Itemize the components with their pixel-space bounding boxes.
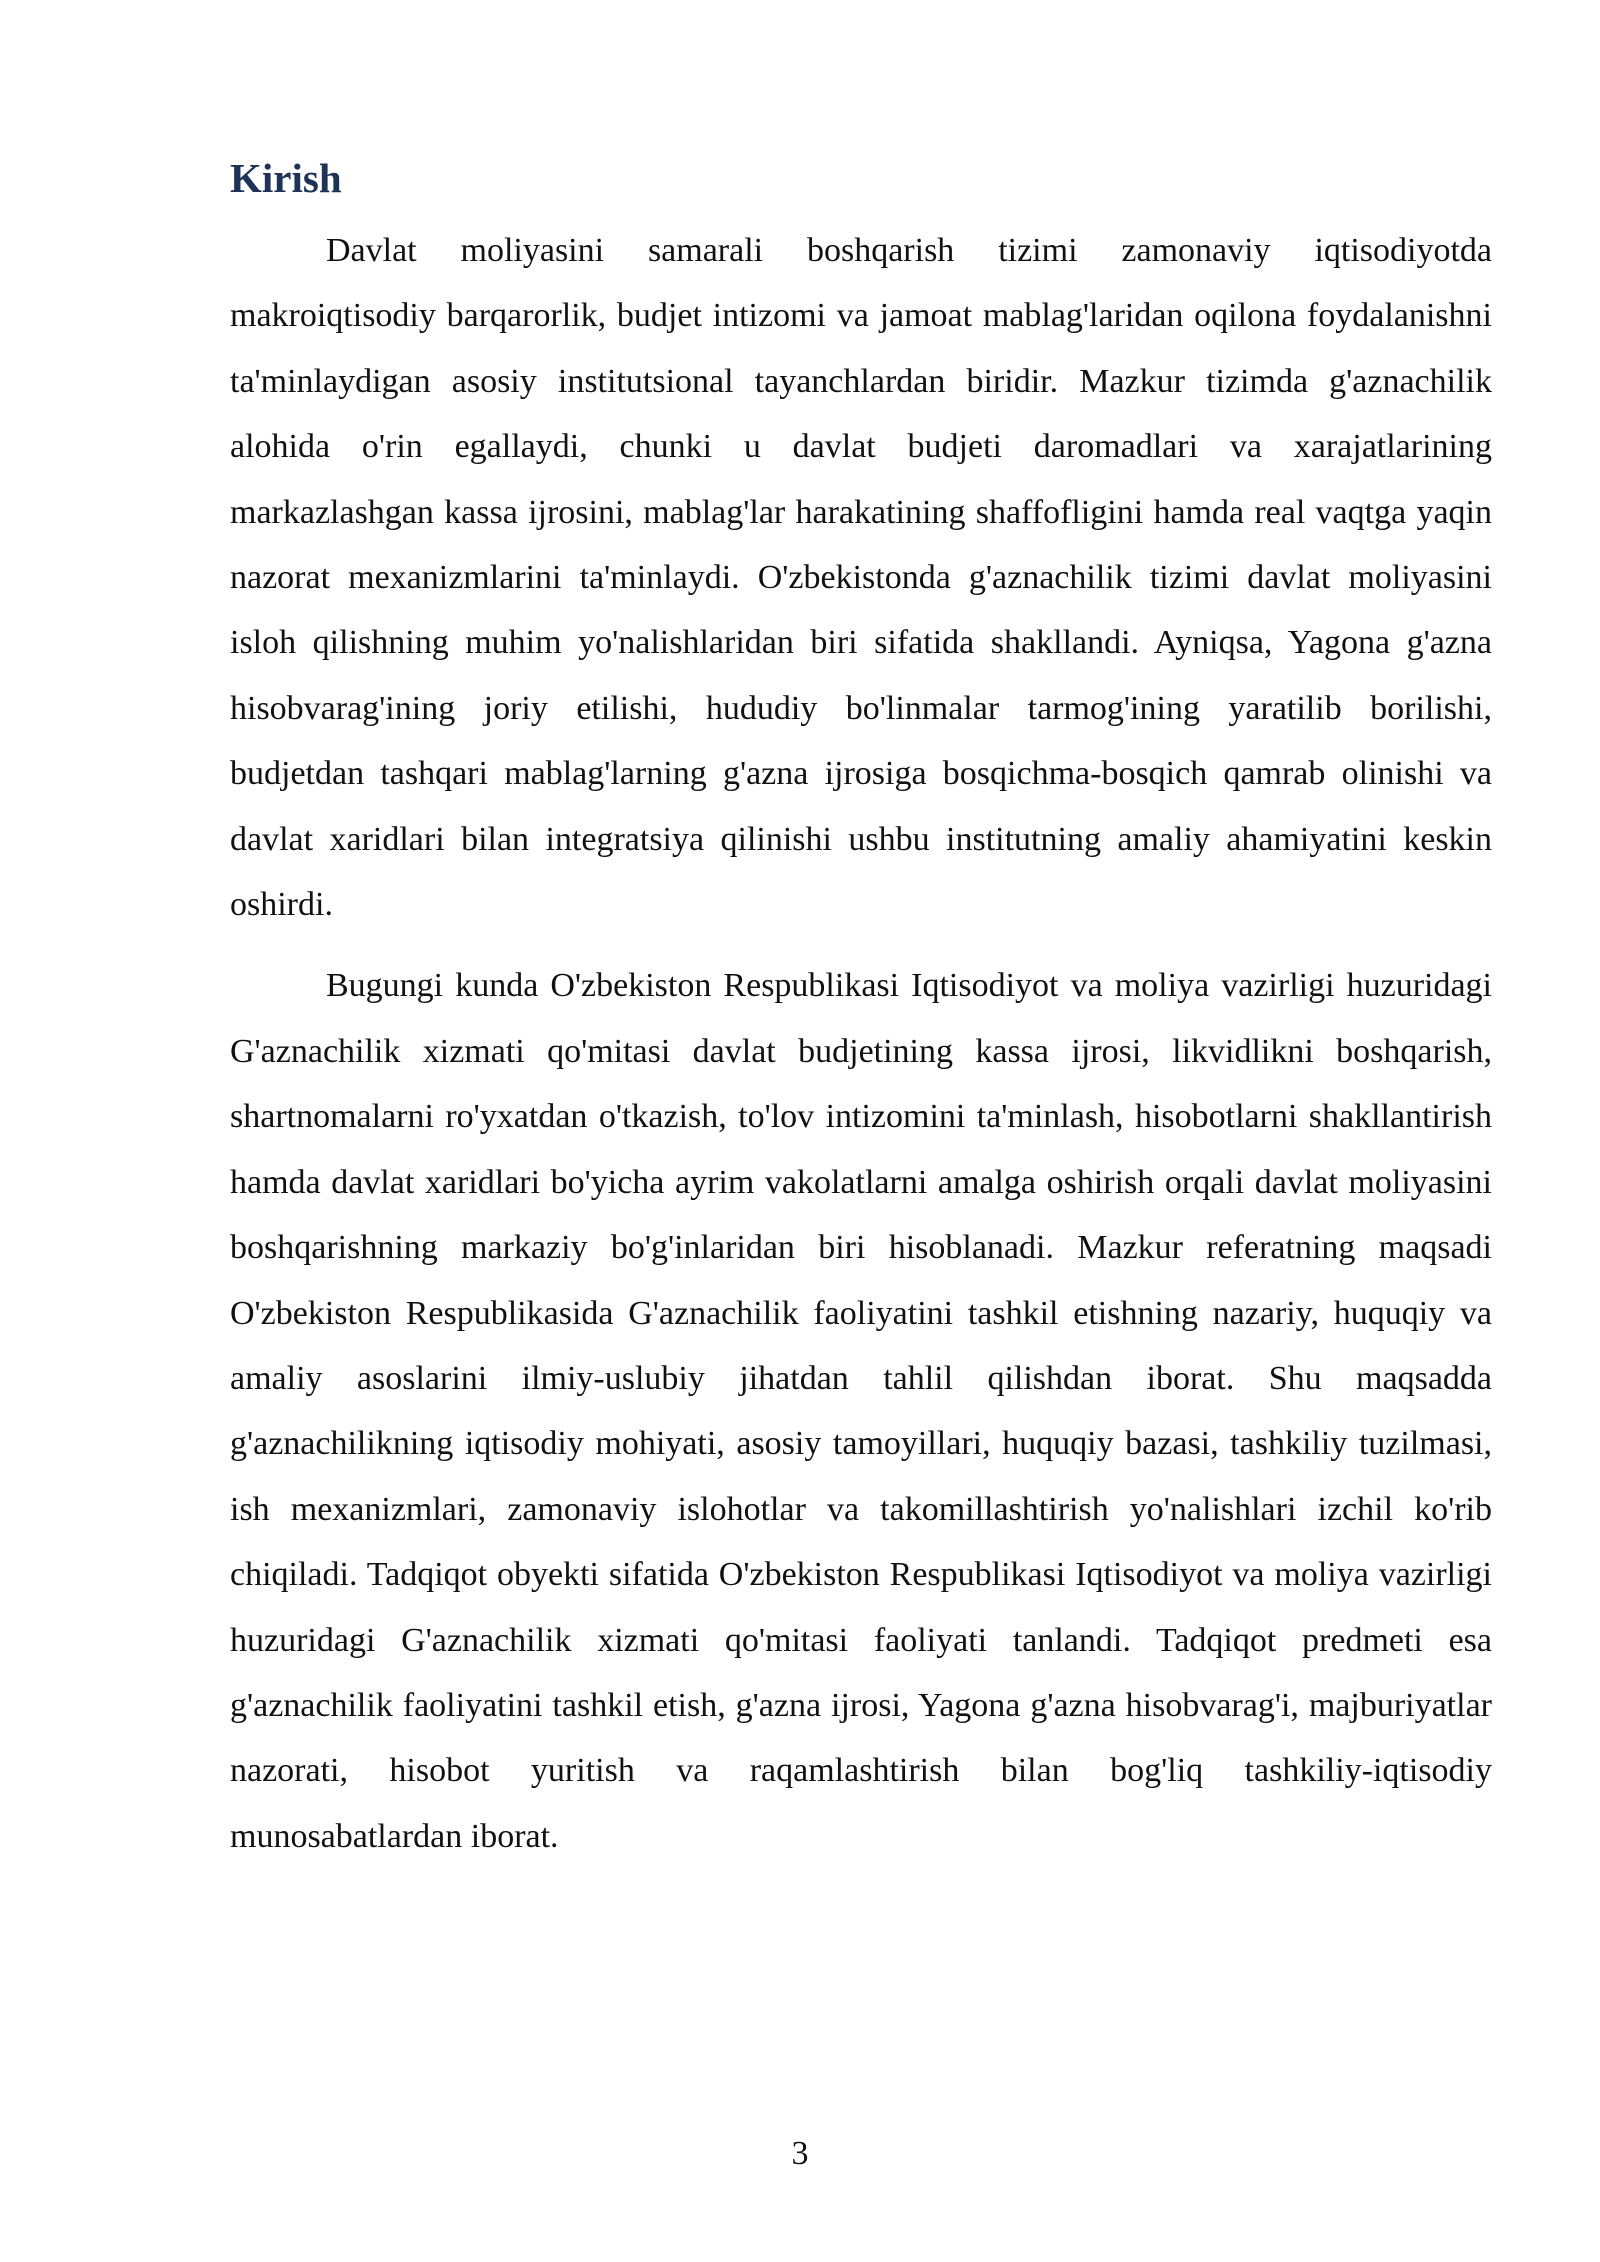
paragraph-intro: Davlat moliyasini samarali boshqarish tizimi zamonaviy iqtisodiyotda makroiqtisodiy barqarorlik, budjet intizomi va jamoat mablag'laridan oqilona foydalanishni ta'minlaydigan asosiy institutsional tayanchlardan biridir. Mazkur tizimda g'aznachilik alohida o'rin egallaydi, chunki u davlat budjeti daromadlari va xarajatlarining markazlashgan kassa ijrosini, mablag'lar harakatining shaffofligini hamda real vaqtga yaqin nazorat mexanizmlarini ta'minlaydi. O'zbekistonda g'aznachilik tizimi davlat moliyasini isloh qilishning muhim yo'nalishlaridan biri sifatida shakllandi. Ayniqsa, Yagona g'azna hisobvarag'ining joriy etilishi, hududiy bo'linmalar tarmog'ining yaratilib borilishi, budjetdan tashqari mablag'larning g'azna ijrosiga bosqichma-bosqich qamrab olinishi va davlat xaridlari bilan integratsiya qilinishi ushbu institutning amaliy ahamiyatini keskin oshirdi. xyxy=(230,232,1492,924)
page-content xyxy=(230,150,1492,1869)
paragraph-purpose: Bugungi kunda O'zbekiston Respublikasi Iqtisodiyot va moliya vazirligi huzuridagi G'aznachilik xizmati qo'mitasi davlat budjetining kassa ijrosi, likvidlikni boshqarish, shartnomalarni ro'yxatdan o'tkazish, to'lov intizomini ta'minlash, hisobotlarni shakllantirish hamda davlat xaridlari bo'yicha ayrim vakolatlarni amalga oshirish orqali davlat moliyasini boshqarishning markaziy bo'g'inlaridan biri hisoblanadi. Mazkur referatning maqsadi O'zbekiston Respublikasida G'aznachilik faoliyatini tashkil etishning nazariy, huquqiy va amaliy asoslarini ilmiy-uslubiy jihatdan tahlil qilishdan iborat. Shu maqsadda g'aznachilikning iqtisodiy mohiyati, asosiy tamoyillari, huquqiy bazasi, tashkiliy tuzilmasi, ish mexanizmlari, zamonaviy islohotlar va takomillashtirish yo'nalishlari izchil ko'rib chiqiladi. Tadqiqot obyekti sifatida O'zbekiston Respublikasi Iqtisodiyot va moliya vazirligi huzuridagi G'aznachilik xizmati qo'mitasi faoliyati tanlandi. Tadqiqot predmeti esa g'aznachilik faoliyatini tashkil etish, g'azna ijrosi, Yagona g'azna hisobvarag'i, majburiyatlar nazorati, hisobot yuritish va raqamlashtirish bilan bog'liq tashkiliy-iqtisodiy munosabatlardan iborat. xyxy=(230,967,1492,1855)
page-number: 3 xyxy=(791,2135,809,2172)
section-heading: Kirish xyxy=(230,155,342,201)
